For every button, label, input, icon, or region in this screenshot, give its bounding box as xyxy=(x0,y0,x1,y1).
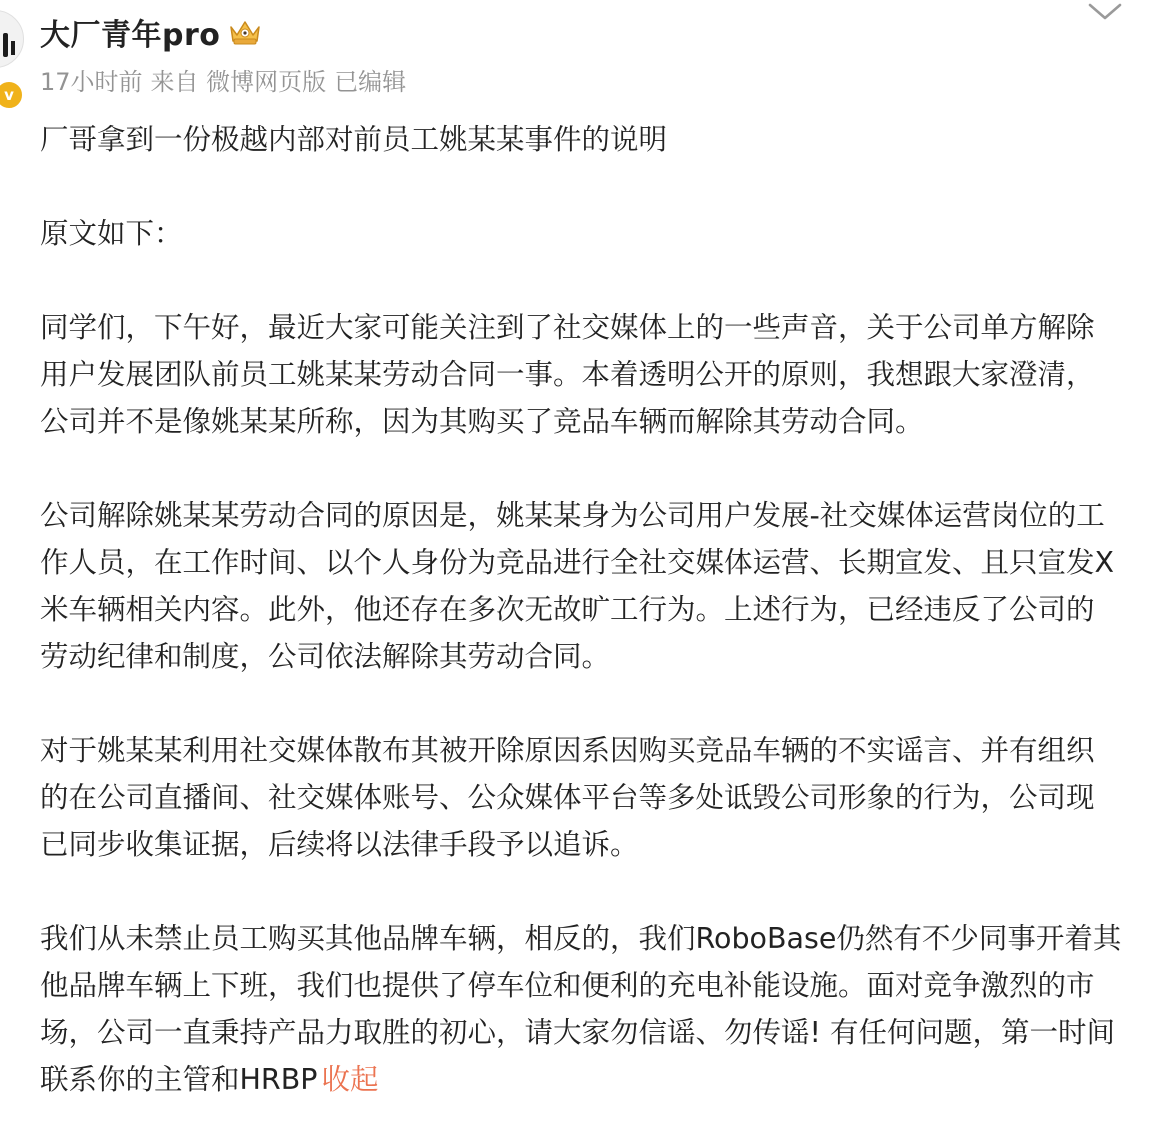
verified-v-icon: v xyxy=(0,80,24,110)
username-link[interactable]: 大厂青年pro xyxy=(40,18,221,53)
chevron-down-icon[interactable] xyxy=(1084,0,1126,24)
post-paragraph-last xyxy=(40,915,1122,1103)
post-paragraph: 厂哥拿到一份极越内部对前员工姚某某事件的说明 xyxy=(40,123,668,156)
post-header xyxy=(40,8,406,97)
crown-badge-icon[interactable] xyxy=(228,17,262,47)
avatar-mark xyxy=(3,33,8,57)
post-source: 来自 微博网页版 xyxy=(150,68,327,96)
post-time[interactable]: 17小时前 xyxy=(40,68,143,96)
post-paragraph: 对于姚某某利用社交媒体散布其被开除原因系因购买竞品车辆的不实谣言、并有组织的在公司直播间、社交媒体账号、公众媒体平台等多处诋毁公司形象的行为，公司现已同步收集证据，后续将以法律手段予以追诉。 xyxy=(40,734,1095,861)
edited-label[interactable]: 已编辑 xyxy=(334,68,407,96)
post-meta xyxy=(40,62,406,97)
collapse-link[interactable]: 收起 xyxy=(321,1063,379,1096)
name-row xyxy=(40,8,406,56)
post-paragraph: 公司解除姚某某劳动合同的原因是，姚某某身为公司用户发展-社交媒体运营岗位的工作人员，在工作时间、以个人身份为竞品进行全社交媒体运营、长期宣发、且只宣发X米车辆相关内容。此外，他还存在多次无故旷工行为。上述行为，已经违反了公司的劳动纪律和制度，公司依法解除其劳动合同。 xyxy=(40,499,1115,673)
avatar[interactable] xyxy=(0,10,24,68)
avatar-mark-2 xyxy=(11,41,15,55)
post-paragraph: 原文如下： xyxy=(40,217,183,250)
post-paragraph-text: 我们从未禁止员工购买其他品牌车辆，相反的，我们RoboBase仍然有不少同事开着其他品牌车辆上下班，我们也提供了停车位和便利的充电补能设施。面对竞争激烈的市场，公司一直秉持产品力取胜的初心，请大家勿信谣、勿传谣! 有任何问题，第一时间联系你的主管和HRBP xyxy=(40,922,1122,1096)
post-paragraph: 同学们，下午好，最近大家可能关注到了社交媒体上的一些声音，关于公司单方解除用户发展团队前员工姚某某劳动合同一事。本着透明公开的原则，我想跟大家澄清，公司并不是像姚某某所称，因为其购买了竞品车辆而解除其劳动合同。 xyxy=(40,311,1095,438)
post-body xyxy=(40,116,1122,1103)
